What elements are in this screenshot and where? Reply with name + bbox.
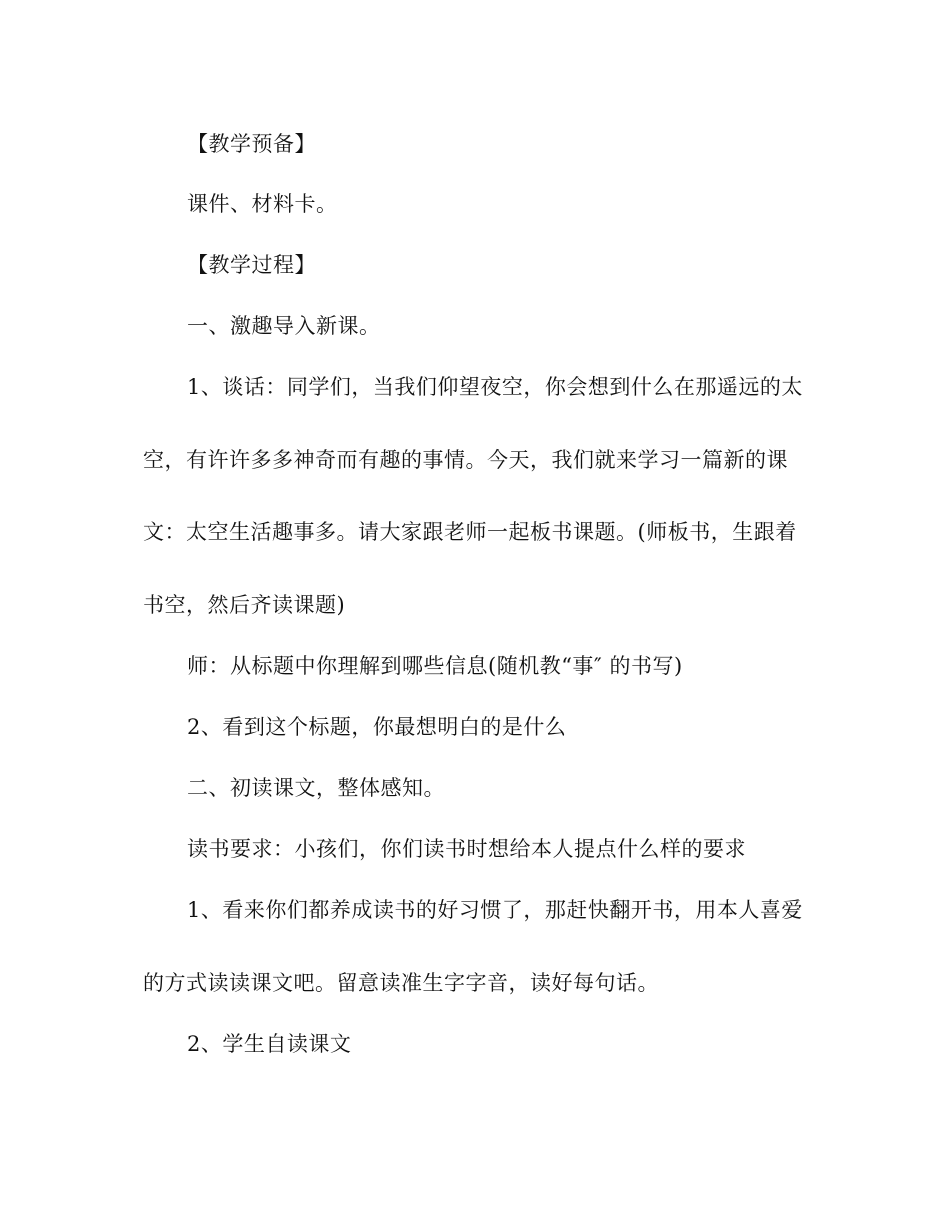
paragraph: 课件、材料卡。 [187, 192, 338, 216]
paragraph: 2、看到这个标题，你最想明白的是什么 [187, 715, 567, 739]
section-heading-preparation: 【教学预备】 [187, 132, 316, 156]
paragraph-line: 书空，然后齐读课题) [143, 593, 346, 617]
paragraph-line: 1、看来你们都养成读书的好习惯了，那赶快翻开书，用本人喜爱 [187, 898, 803, 922]
paragraph-line: 文：太空生活趣事多。请大家跟老师一起板书课题。(师板书，生跟着 [143, 520, 797, 544]
paragraph: 读书要求：小孩们，你们读书时想给本人提点什么样的要求 [187, 837, 746, 861]
paragraph: 二、初读课文，整体感知。 [187, 776, 445, 800]
section-heading-process: 【教学过程】 [187, 253, 316, 277]
paragraph-line: 空，有许许多多神奇而有趣的事情。今天，我们就来学习一篇新的课 [143, 448, 788, 472]
paragraph-line: 的方式读读课文吧。留意读准生字字音，读好每句话。 [143, 971, 659, 995]
paragraph: 一、激趣导入新课。 [187, 314, 381, 338]
paragraph-line: 1、谈话：同学们，当我们仰望夜空，你会想到什么在那遥远的太 [187, 375, 803, 399]
paragraph: 师：从标题中你理解到哪些信息(随机教“事″ 的书写) [187, 654, 683, 678]
paragraph: 2、学生自读课文 [187, 1032, 352, 1056]
